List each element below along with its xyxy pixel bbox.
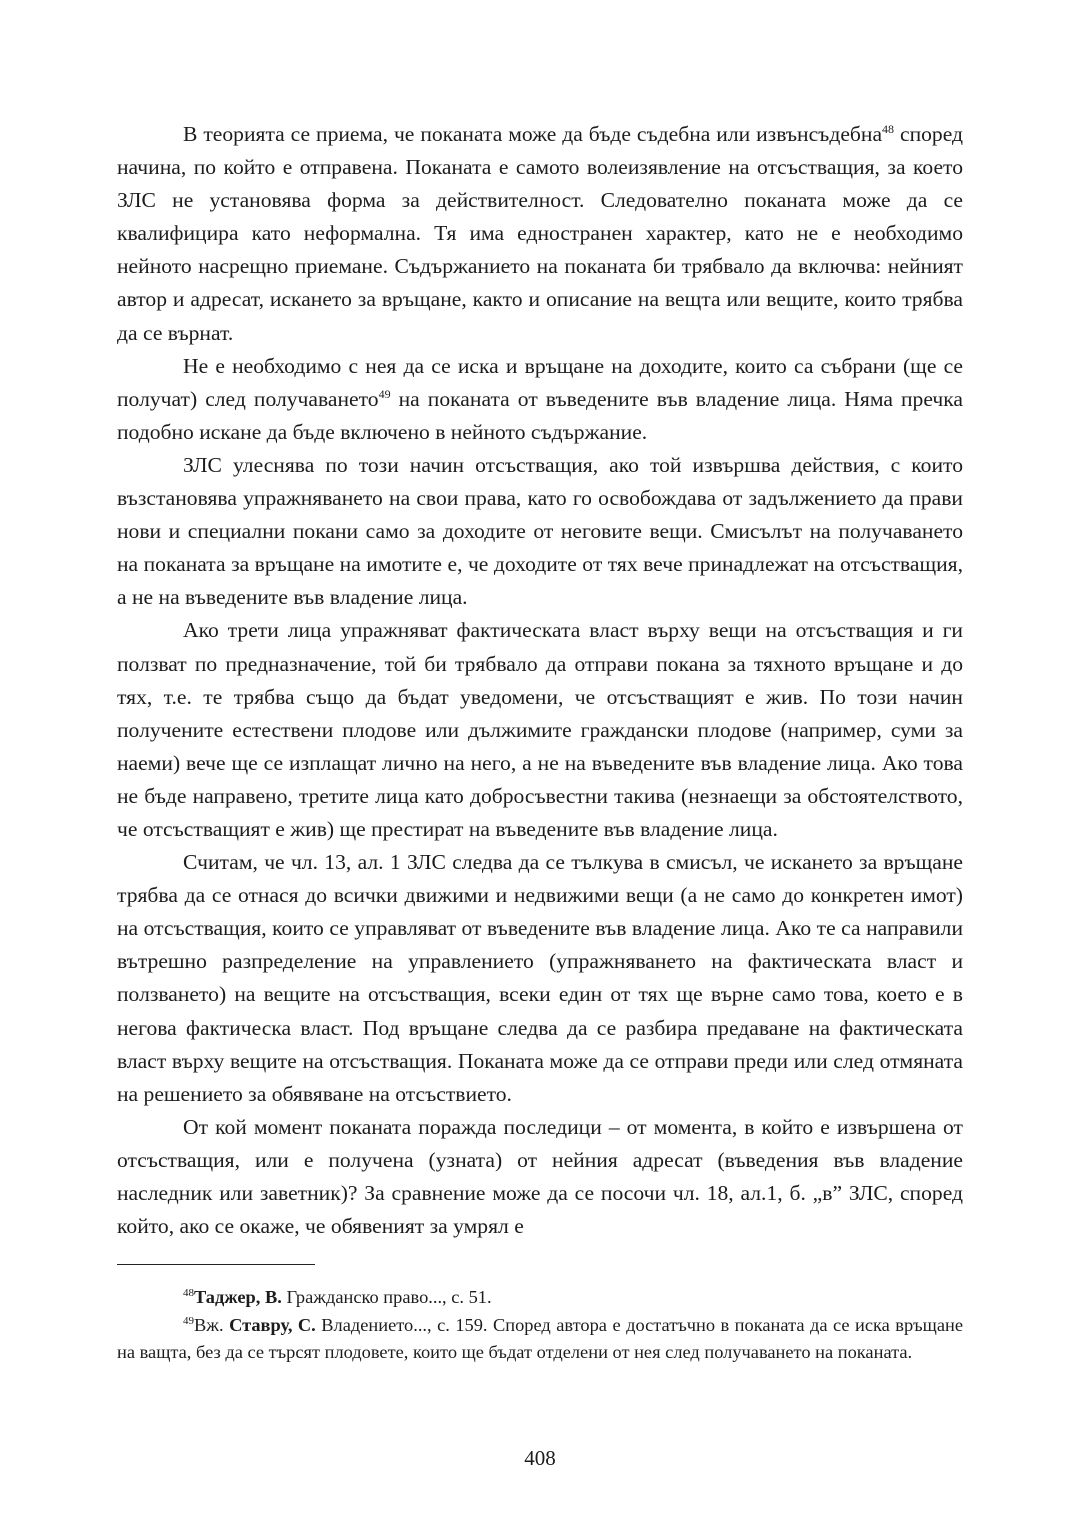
- footnote-ref-48: 48: [882, 122, 895, 136]
- footnote-separator: [117, 1264, 315, 1265]
- paragraph: От кой момент поканата поражда последици – от момента, в който е извършена от отсъстващия, или е получена (узната) от нейния адресат (въведения във владение наследник или заветник)? За сравнение може да се посочи чл. 18, ал.1, б. „в” ЗЛС, според който, ако се окаже, че обявеният за умрял е: [117, 1114, 963, 1239]
- paragraph: Считам, че чл. 13, ал. 1 ЗЛС следва да се тълкува в смисъл, че искането за връщане трябва да се отнася до всички движими и недвижими вещи (а не само до конкретен имот) на отсъстващия, които се управляват от въведените във владение лица. Ако те са направили вътрешно разпределение на управлението (упражняването на фактическата власт и ползването) на вещите на отсъстващия, всеки един от тях ще върне само това, което е в негова фактическа власт. Под връщане следва да се разбира предаване на фактическата власт върху вещите на отсъстващия. Поканата може да се отправи преди или след отмяната на решението за обявяване на отсъствието.: [117, 850, 963, 1106]
- paragraph: ЗЛС улеснява по този начин отсъстващия, ако той извършва действия, с които възстановява упражняването на свои права, като го освобождава от задължението да прави нови и специални покани само за доходите от неговите вещи. Смисълът на получаването на поканата за връщане на имотите е, че доходите от тях вече принадлежат на отсъстващия, а не на въведените във владение лица.: [117, 452, 963, 610]
- footnote-author: Ставру, С.: [229, 1314, 316, 1335]
- footnote-author: Таджер, В.: [194, 1287, 282, 1307]
- paragraph: Не е необходимо с нея да се иска и връщане на доходите, които са събрани (ще се получат) след получаването$^{49}$ на поканата от въведените във владение лица. Няма пречка подобно искане да бъде включено в нейното съдържание.: [117, 353, 963, 444]
- paragraph: В теорията се приема, че поканата може да бъде съдебна или извънсъдебна$^{48}$ според начина, по който е отправена. Поканата е самото волеизявление на отсъстващия, за което ЗЛС не установява форма за действителност. Следователно поканата може да се квалифицира като неформална. Тя има едностранен характер, като не е необходимо нейното насрещно приемане. Съдържанието на поканата би трябвало да включва: нейният автор и адресат, искането за връщане, както и описание на вещта или вещите, които трябва да се върнат.: [117, 122, 963, 345]
- page-number: 408: [524, 1446, 556, 1470]
- main-text: [117, 118, 963, 1243]
- footnote-49: $^{49}$Вж. Ставру, С. Владението..., с. 159. Според автора е достатъчно в поканата да се иска връщане на ващта, без да се търсят плодовете, които ще бъдат отделени от нея след получаването на поканата.: [117, 1314, 964, 1362]
- footnote-48: $^{48}$Таджер, В. Гражданско право..., с. 51.: [183, 1287, 492, 1307]
- footnote-ref-49: 49: [378, 386, 391, 401]
- footnotes: [117, 1284, 963, 1367]
- paragraph: Ако трети лица упражняват фактическата власт върху вещи на отсъстващия и ги ползват по предназначение, той би трябвало да отправи покана за тяхното връщане и до тях, т.е. те трябва също да бъдат уведомени, че отсъстващият е жив. По този начин получените естествени плодове или дължимите граждански плодове (например, суми за наеми) вече ще се изплащат лично на него, а не на въведените във владение лица. Ако това не бъде направено, третите лица като добросъвестни такива (незнаещи за обстоятелството, че отсъстващият е жив) ще престират на въведените във владение лица.: [117, 618, 963, 841]
